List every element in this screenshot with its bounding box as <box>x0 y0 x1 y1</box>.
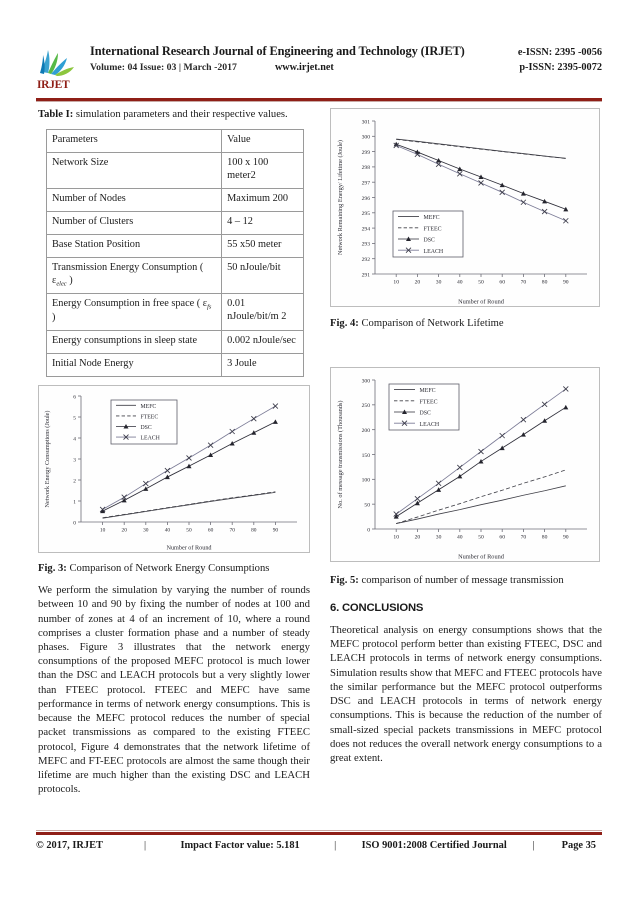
param-name <box>47 294 222 331</box>
conclusions-paragraph: Theoretical analysis on energy consumptions shows that the MEFC protocol perform better than existing FTEEC, DSC and LEACH protocols in terms of network energy consumptions. Simulation results show that MEFC and FTEEC protocols have the similar performance but the MEFC protocol outperforms DSC and LEACH protocols in terms of network energy consumptions. This is because the reduction of the number of small-sized special packets transmissions in MEFC protocol does not reduces the overall network energy consumptions to a great extent. <box>330 623 602 765</box>
simulation-parameters-table <box>46 129 304 377</box>
svg-text:FTEEC: FTEEC <box>419 399 438 406</box>
param-name: Energy consumptions in sleep state <box>47 331 222 354</box>
param-name: Number of Clusters <box>47 211 222 234</box>
figure-3-chart <box>38 385 310 553</box>
svg-text:Number of Round: Number of Round <box>458 553 504 561</box>
svg-text:40: 40 <box>457 534 463 541</box>
svg-text:20: 20 <box>121 527 127 534</box>
footer-impact-factor: Impact Factor value: 5.181 <box>180 840 300 851</box>
svg-text:30: 30 <box>435 279 442 286</box>
figure-4-caption <box>330 317 602 331</box>
param-name: Number of Nodes <box>47 188 222 211</box>
param-value: 3 Joule <box>222 354 304 377</box>
svg-text:LEACH: LEACH <box>423 248 444 255</box>
svg-text:80: 80 <box>541 279 548 286</box>
journal-title: International Research Journal of Engineering and Technology (IRJET) <box>90 44 465 58</box>
page-header <box>36 44 602 94</box>
table-caption <box>38 108 310 122</box>
svg-text:90: 90 <box>563 534 569 541</box>
svg-text:297: 297 <box>361 180 370 187</box>
irjet-logo <box>36 45 82 91</box>
footer-separator: | <box>532 840 535 851</box>
svg-text:DSC: DSC <box>140 425 152 432</box>
table-row <box>47 294 304 331</box>
svg-text:200: 200 <box>361 427 370 434</box>
svg-text:Network Remaining Energy/ Life: Network Remaining Energy/ Lifetime (Joule) <box>337 140 344 255</box>
svg-text:4: 4 <box>73 436 76 443</box>
svg-text:FTEEC: FTEEC <box>140 414 159 421</box>
svg-text:90: 90 <box>563 279 569 286</box>
svg-text:MEFC: MEFC <box>140 403 157 410</box>
figure-4-label: Fig. 4: <box>330 318 359 329</box>
table-caption-label: Table I: <box>38 109 74 120</box>
svg-text:3: 3 <box>73 457 76 464</box>
svg-text:300: 300 <box>361 378 370 385</box>
svg-text:294: 294 <box>361 226 370 233</box>
svg-text:40: 40 <box>457 279 463 286</box>
param-value: 100 x 100 meter2 <box>222 152 304 188</box>
svg-text:60: 60 <box>499 279 505 286</box>
svg-text:291: 291 <box>361 272 370 279</box>
right-column <box>330 108 602 773</box>
left-column <box>38 108 310 805</box>
svg-text:6: 6 <box>73 394 76 401</box>
svg-text:10: 10 <box>393 534 399 541</box>
column-header-parameters: Parameters <box>47 129 222 152</box>
svg-text:70: 70 <box>520 279 527 286</box>
table-row <box>47 152 304 188</box>
table-header-row <box>47 129 304 152</box>
logo-text: IRJET <box>37 79 70 91</box>
svg-text:295: 295 <box>361 211 370 218</box>
table-row <box>47 188 304 211</box>
footer-divider <box>36 832 602 835</box>
footer-separator: | <box>144 840 147 851</box>
svg-text:70: 70 <box>520 534 527 541</box>
svg-text:20: 20 <box>414 534 421 541</box>
svg-text:299: 299 <box>361 149 370 156</box>
svg-text:0: 0 <box>367 527 370 534</box>
param-name-tail: ) <box>66 274 73 286</box>
svg-text:DSC: DSC <box>419 410 431 417</box>
footer-page-number: Page 35 <box>561 840 596 851</box>
e-issn: e-ISSN: 2395 -0056 <box>517 47 602 58</box>
param-value: 0.01 nJoule/bit/m 2 <box>222 294 304 331</box>
svg-text:20: 20 <box>414 279 421 286</box>
svg-text:100: 100 <box>361 477 370 484</box>
svg-text:70: 70 <box>229 527 235 534</box>
figure-3-plot <box>39 386 309 552</box>
svg-text:No. of message transmissions (: No. of message transmissions (Thousands) <box>337 400 344 509</box>
figure-4-caption-text: Comparison of Network Lifetime <box>358 318 504 329</box>
footer-iso-certification: ISO 9001:2008 Certified Journal <box>361 840 507 851</box>
svg-text:DSC: DSC <box>423 237 435 244</box>
footer-copyright: © 2017, IRJET <box>36 840 103 851</box>
figure-4-plot <box>331 109 599 306</box>
svg-text:296: 296 <box>361 195 370 202</box>
table-caption-text: simulation parameters and their respective values. <box>73 109 288 120</box>
figure-3-caption-text: Comparison of Network Energy Consumptions <box>66 563 270 575</box>
figure-5-chart <box>330 367 600 562</box>
simulation-discussion-paragraph: We perform the simulation by varying the number of rounds between 10 and 90 by fixing the number of nodes at 100 and number of zones at 4 of an increment of 10, where a round comprises a cluster formation phase and a number of steady phases. Figure 3 illustrates that the network energy consumptions of the proposed MEFC protocol is much lower than the DSC and LEACH protocols but a very slightly lower than FTEEC protocol. FTEEC and MEFC have same performance in terms of network energy consumptions. This is because the MEFC protocol reduces the number of special packet transmissions as compared to the existing FTEEC protocol, Figure 4 demonstrates that the network lifetime of MEFC and FT-EEC protocols are almost the same though their lifetime are much higher than the existing DSC and LEACH protocols. <box>38 584 310 796</box>
svg-text:292: 292 <box>361 257 370 263</box>
svg-text:FTEEC: FTEEC <box>423 226 442 233</box>
param-value: 50 nJoule/bit <box>222 257 304 294</box>
svg-text:80: 80 <box>541 534 548 541</box>
param-name-text: Energy Consumption in free space ( ε <box>52 298 208 310</box>
svg-text:10: 10 <box>393 279 399 286</box>
param-value: 0.002 nJoule/sec <box>222 331 304 354</box>
svg-text:LEACH: LEACH <box>140 435 160 442</box>
param-value: 4 – 12 <box>222 211 304 234</box>
svg-text:80: 80 <box>251 527 257 534</box>
figure-5-caption-text: comparison of number of message transmission <box>358 574 564 586</box>
svg-text:40: 40 <box>164 527 171 534</box>
svg-text:150: 150 <box>361 452 370 459</box>
svg-text:Network Energy Consumptions (J: Network Energy Consumptions (Joule) <box>44 410 51 508</box>
param-name: Initial Node Energy <box>47 354 222 377</box>
svg-text:60: 60 <box>207 527 214 534</box>
journal-website-link[interactable]: www.irjet.net <box>274 62 334 73</box>
footer-separator: | <box>334 840 337 851</box>
param-name: Network Size <box>47 152 222 188</box>
column-header-value: Value <box>222 129 304 152</box>
figure-4-chart <box>330 108 600 307</box>
figure-3-label: Fig. 3: <box>38 563 67 575</box>
svg-text:50: 50 <box>186 527 192 534</box>
table-row <box>47 331 304 354</box>
param-symbol-subscript: fs <box>207 304 212 312</box>
svg-text:301: 301 <box>361 119 370 126</box>
param-value: Maximum 200 <box>222 188 304 211</box>
param-name-tail: ) <box>52 312 56 324</box>
param-name-text: Transmission Energy Consumption ( ε <box>52 261 204 286</box>
svg-text:2: 2 <box>73 478 76 485</box>
volume-issue: Volume: 04 Issue: 03 | March -2017 <box>90 62 237 73</box>
svg-text:MEFC: MEFC <box>423 215 440 222</box>
header-divider <box>36 98 602 101</box>
p-issn: p-ISSN: 2395-0072 <box>519 62 602 73</box>
svg-text:50: 50 <box>478 279 484 286</box>
svg-text:MEFC: MEFC <box>419 388 436 395</box>
table-row <box>47 234 304 257</box>
svg-text:0: 0 <box>73 520 76 527</box>
svg-text:5: 5 <box>73 415 76 422</box>
svg-text:50: 50 <box>478 534 484 541</box>
svg-text:90: 90 <box>272 527 279 534</box>
svg-text:60: 60 <box>499 534 505 541</box>
svg-text:1: 1 <box>73 499 76 506</box>
svg-text:30: 30 <box>435 534 442 541</box>
svg-text:293: 293 <box>361 241 370 248</box>
svg-text:10: 10 <box>99 527 106 534</box>
page-footer <box>36 840 602 851</box>
figure-5-caption <box>330 574 602 588</box>
param-value: 55 x50 meter <box>222 234 304 257</box>
svg-text:Number of Round: Number of Round <box>166 544 212 552</box>
conclusions-heading: 6. CONCLUSIONS <box>330 601 424 614</box>
param-symbol-subscript: elec <box>56 280 67 288</box>
table-row <box>47 354 304 377</box>
table-row <box>47 211 304 234</box>
param-name <box>47 257 222 294</box>
figure-5-label: Fig. 5: <box>330 574 359 586</box>
svg-text:30: 30 <box>143 527 149 534</box>
svg-text:50: 50 <box>364 502 370 509</box>
figure-5-plot <box>331 368 599 561</box>
svg-text:300: 300 <box>361 134 370 141</box>
table-row <box>47 257 304 294</box>
param-name: Base Station Position <box>47 234 222 257</box>
svg-text:Number of Round: Number of Round <box>458 298 504 306</box>
figure-3-caption <box>38 562 310 576</box>
svg-text:298: 298 <box>361 165 370 172</box>
svg-text:250: 250 <box>361 403 370 410</box>
svg-text:LEACH: LEACH <box>419 421 440 428</box>
